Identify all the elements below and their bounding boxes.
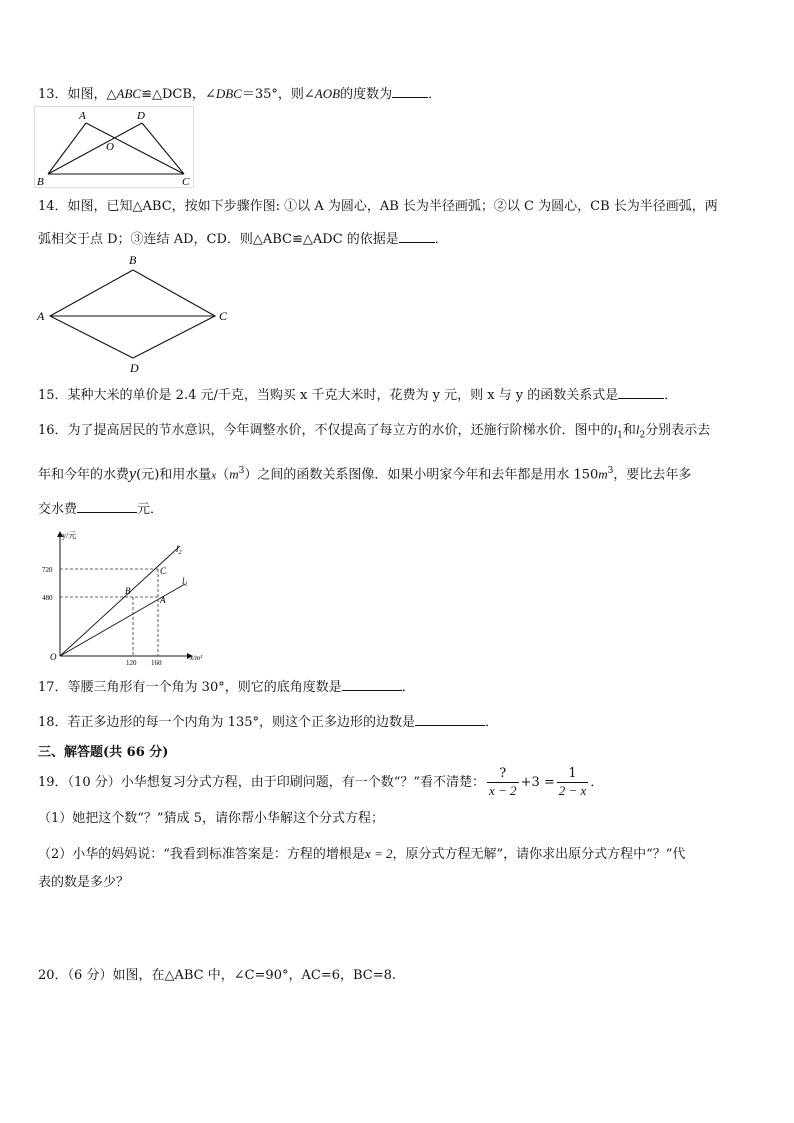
q18-text-body: 18．若正多边形的每一个内角为 135°，则这个正多边形的边数是 <box>38 715 415 730</box>
q19-sub2 <box>38 845 685 864</box>
q19-frac2 <box>557 766 589 799</box>
q16-label-l1-main: l <box>182 576 185 586</box>
q16-graph <box>40 528 220 666</box>
q16-and: 和 <box>622 423 636 438</box>
q17-end: ． <box>401 680 415 695</box>
q16-line3a: 交水费 <box>38 502 78 517</box>
q14-line2 <box>38 229 448 249</box>
q13-label-b: B <box>37 176 44 188</box>
q15-text <box>38 385 677 405</box>
q13-cong: ≌ <box>141 87 153 102</box>
q19-sub1: （1）她把这个数“？”猜成 5，请你帮小华解这个分式方程； <box>38 811 384 826</box>
q17-text <box>38 677 415 697</box>
q13-end: ． <box>428 87 442 102</box>
q16-label-l2 <box>176 544 182 556</box>
q14-label-a: A <box>37 309 45 323</box>
q13-text <box>38 84 441 104</box>
q16-l2: l <box>635 422 640 437</box>
q16-tick-720: 720 <box>42 566 53 574</box>
q19-end: ． <box>590 775 604 790</box>
q13-seg-ac <box>86 123 184 174</box>
q19-sub2x: x = 2 <box>364 846 393 861</box>
q16-point-b: B <box>125 586 131 596</box>
q19-sub2b: ，原分式方程无解”，请你求出原分式方程中“？”代 <box>392 847 686 862</box>
q15-answer-blank[interactable] <box>618 385 664 399</box>
q18-text <box>38 712 498 732</box>
q16-line2b: (元)和用水量 <box>136 467 212 483</box>
q15-end: ． <box>664 388 678 403</box>
q13-figure <box>34 106 194 188</box>
q13-seg-ab <box>48 123 86 174</box>
q14-line2-text: 弧相交于点 D；③连结 AD，CD．则△ABC≌△ADC 的依据是 <box>38 232 399 247</box>
q16-origin: O <box>50 652 57 662</box>
q13-label-o: O <box>106 141 114 153</box>
q15-text-body: 15．某种大米的单价是 2.4 元/千克，当购买 x 千克大米时，花费为 y 元，则 x 与 y 的函数关系式是 <box>38 388 619 403</box>
q16-m: m <box>229 466 239 482</box>
section3-title: 三、解答题(共 66 分) <box>38 745 169 760</box>
q16-l1: l <box>613 422 618 437</box>
q19-text <box>38 766 603 800</box>
q13-figure-frame <box>35 107 194 188</box>
q16-l2-sub: 2 <box>639 430 646 441</box>
q16-y: y <box>129 465 137 483</box>
q14-answer-blank[interactable] <box>399 229 435 243</box>
q14-figure <box>34 250 234 376</box>
q16-m2: m <box>598 466 608 482</box>
q16-exp2: 3 <box>607 466 614 476</box>
q16-paren-close: ） <box>244 467 258 483</box>
q16-label-l1 <box>182 576 188 588</box>
q13-tri2: △DCB， <box>152 87 205 102</box>
q13-target: ∠AOB <box>303 86 341 101</box>
q19-sub2c: 表的数是多少？ <box>38 875 130 890</box>
q16-tick-160: 160 <box>151 659 162 666</box>
q17-answer-blank[interactable] <box>342 677 402 691</box>
q13-seg-bd <box>48 123 142 174</box>
q19-plus3: +3 = <box>520 775 555 790</box>
q16-answer-blank[interactable] <box>77 499 137 513</box>
q16-exp: 3 <box>238 466 245 476</box>
q16-line2a: 年和今年的水费 <box>38 467 130 483</box>
q19-frac2-den: 2 − x <box>558 783 587 798</box>
q16-line1b: 分别表示去 <box>645 423 711 438</box>
q13-tri1: △ABC <box>106 86 142 101</box>
q19-sub2a: （2）小华的妈妈说：“我看到标准答案是：方程的增根是 <box>38 847 365 862</box>
q16-point-a: A <box>160 595 166 605</box>
q19-frac1 <box>487 766 519 799</box>
q16-ylabel: y/元 <box>62 531 77 540</box>
q16-l1-sub: 1 <box>617 430 623 441</box>
q16-tick-120: 120 <box>126 659 137 666</box>
q16-line1 <box>38 421 710 445</box>
q13-answer-blank[interactable] <box>392 84 428 98</box>
q16-label-l1-sub: 1 <box>184 582 188 588</box>
q14-label-d: D <box>130 361 139 375</box>
q16-line-l1 <box>60 584 185 656</box>
q16-line2 <box>38 462 691 484</box>
q16-line2d: ，要比去年多 <box>613 467 692 483</box>
q16-tick-480: 480 <box>42 594 53 602</box>
q13-label-a: A <box>79 110 86 122</box>
q18-end: ． <box>485 715 499 730</box>
q13-seg-dc <box>142 123 184 174</box>
q19-frac2-num: 1 <box>557 766 589 783</box>
q16-line3b: 元． <box>137 502 164 517</box>
q14-end: ． <box>434 232 448 247</box>
q13-angle: ∠DBC <box>204 86 242 101</box>
q19-frac1-num: ? <box>487 766 519 783</box>
q13-text-b: 的度数为 <box>340 87 393 102</box>
q19-frac1-den: x − 2 <box>489 783 517 798</box>
q19-text-body: 19．（10 分）小华想复习分式方程，由于印刷问题，有一个数“？”看不清楚： <box>38 775 486 790</box>
q17-text-body: 17．等腰三角形有一个角为 30°，则它的底角度数是 <box>38 680 342 695</box>
q18-answer-blank[interactable] <box>415 712 485 726</box>
q14-label-c: C <box>219 309 228 323</box>
q14-line1: 14．如图，已知△ABC，按如下步骤作图: ①以 A 为圆心，AB 长为半径画弧；②以 C 为圆心，CB 长为半径画弧，两 <box>38 199 718 214</box>
q16-label-l2-main: l <box>176 544 179 554</box>
q16-point-c: C <box>160 566 167 576</box>
q13-angle-val: ＝35°，则 <box>241 87 304 102</box>
q14-label-b: B <box>129 253 137 267</box>
q16-line1-text: 16．为了提高居民的节水意识，今年调整水价，不仅提高了每立方的水价，还施行阶梯水价．图中的 <box>38 423 614 438</box>
q16-line3 <box>38 499 163 519</box>
q13-label-d: D <box>137 110 145 122</box>
q16-xlabel: x/m³ <box>190 654 203 662</box>
q16-x: x <box>211 469 217 482</box>
q13-prefix: 13．如图， <box>38 87 107 102</box>
q20-text: 20．（6 分）如图，在△ABC 中，∠C=90°，AC=6，BC=8. <box>38 968 397 983</box>
q16-paren-open: （ <box>216 467 230 483</box>
q14-quad <box>50 270 215 358</box>
q16-label-l2-sub: 2 <box>178 550 182 556</box>
q16-line2c: 之间的函数关系图像．如果小明家今年和去年都是用水 150 <box>257 467 599 483</box>
q13-label-c: C <box>182 176 190 188</box>
